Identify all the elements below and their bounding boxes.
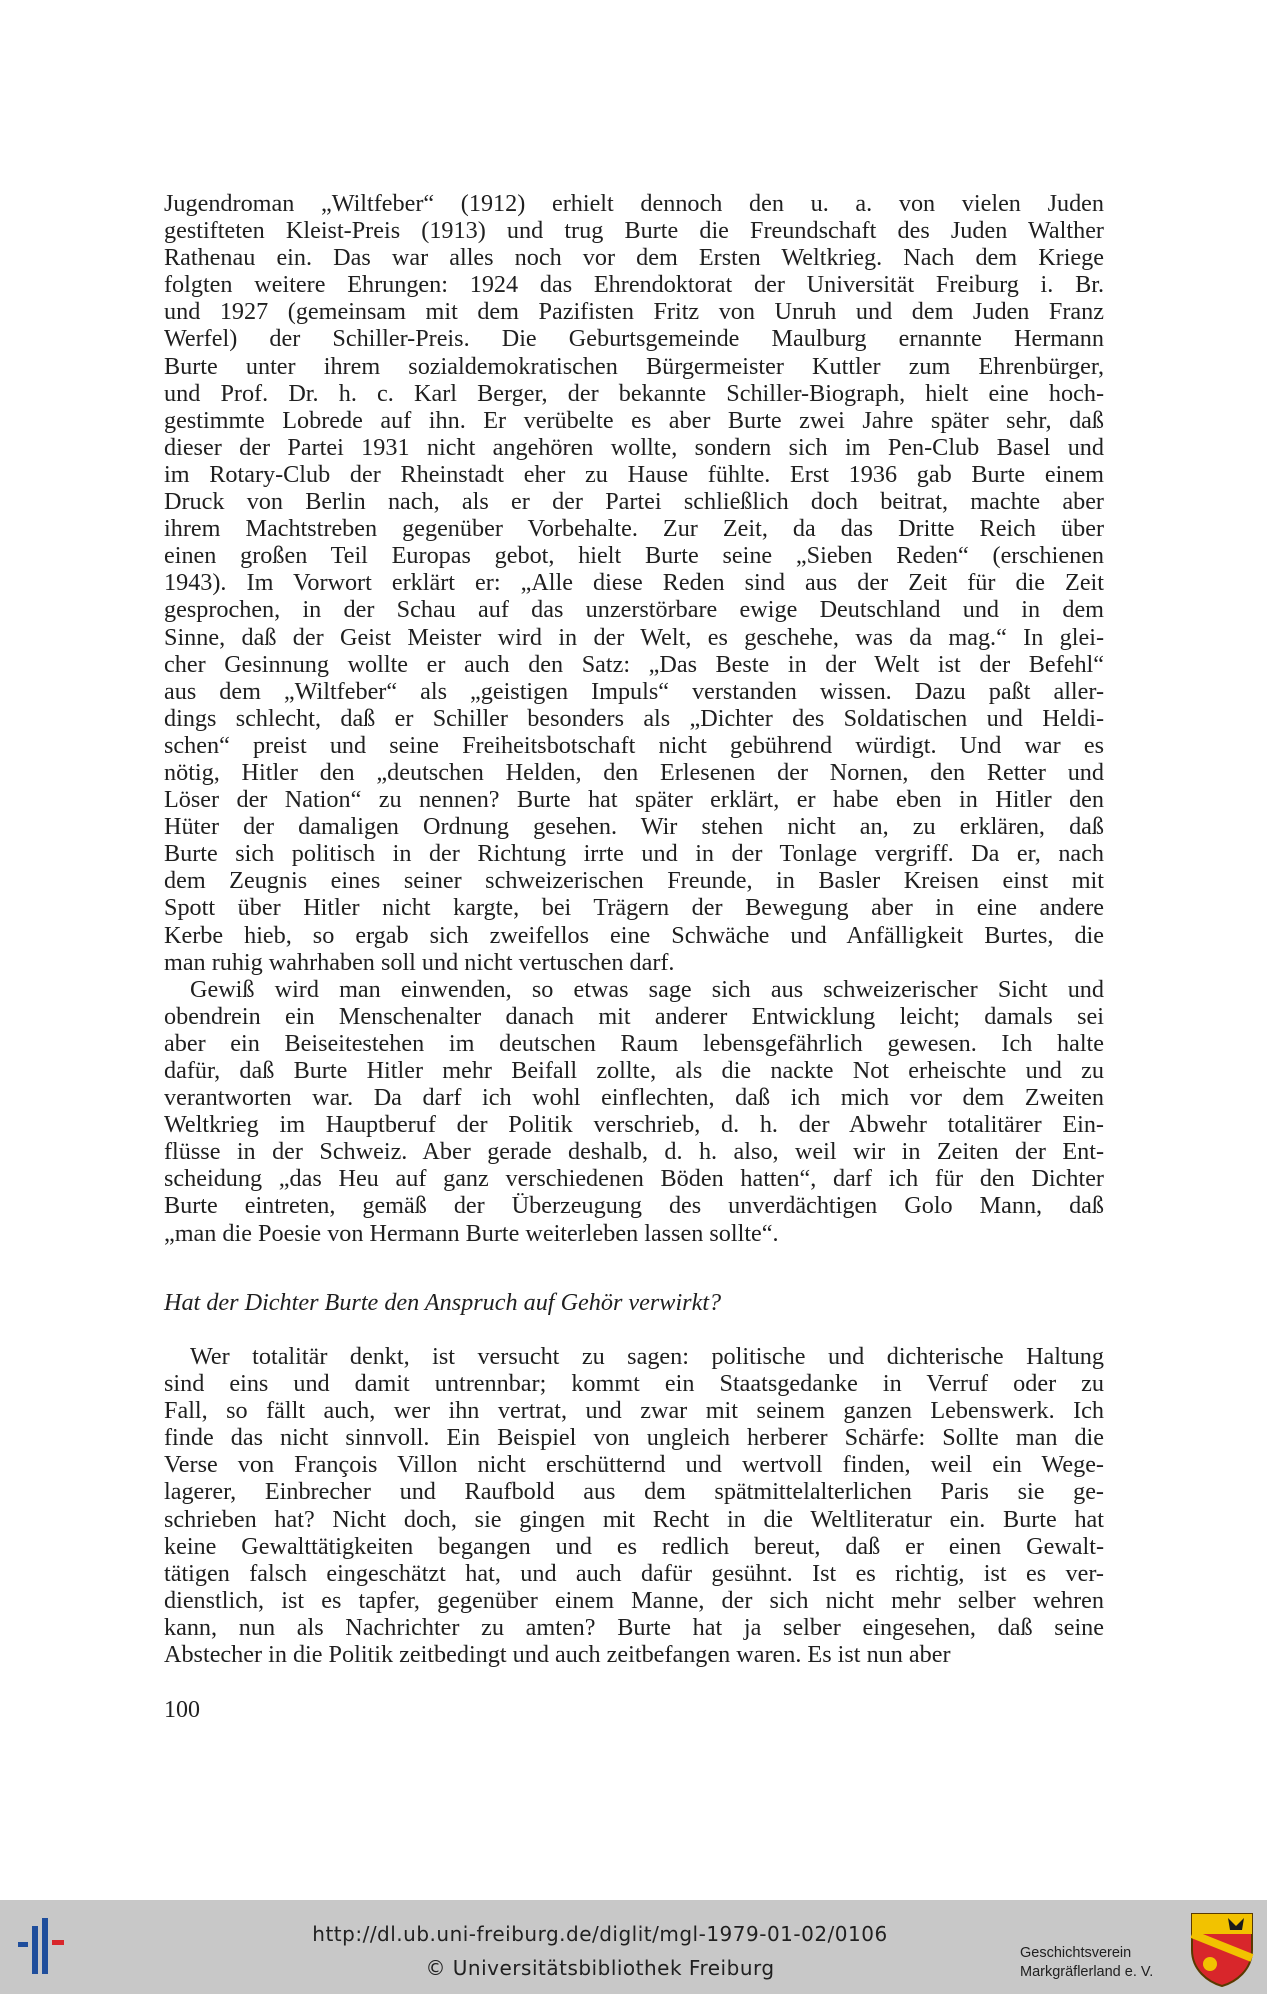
paragraph-2 (164, 976, 1104, 1247)
text-line: verantworten war. Da darf ich wohl einflechten, daß ich mich vor dem Zweiten (164, 1084, 1104, 1112)
text-line: gestifteten Kleist-Preis (1913) und trug Burte die Freundschaft des Juden Walther (164, 217, 1104, 245)
text-line: Burte eintreten, gemäß der Überzeugung des unverdächtigen Golo Mann, daß (164, 1192, 1104, 1220)
text-line: aus dem „Wiltfeber“ als „geistigen Impuls“ verstanden wissen. Dazu paßt aller- (164, 677, 1104, 705)
text-line: Hüter der damaligen Ordnung gesehen. Wir stehen nicht an, zu erklären, daß (164, 813, 1104, 841)
section-heading: Hat der Dichter Burte den Anspruch auf Gehör verwirkt? (164, 1289, 722, 1316)
text-line: Löser der Nation“ zu nennen? Burte hat später erklärt, er habe eben in Hitler den (164, 786, 1104, 814)
coat-of-arms-icon (1188, 1910, 1256, 1988)
page-number: 100 (164, 1697, 200, 1723)
text-line: finde das nicht sinnvoll. Ein Beispiel von ungleich herberer Schärfe: Sollte man die (164, 1424, 1104, 1452)
text-line: Sinne, daß der Geist Meister wird in der Welt, es geschehe, was da mag.“ In glei- (164, 623, 1104, 651)
text-line: schen“ preist und seine Freiheitsbotschaft nicht gebührend würdigt. Und war es (164, 731, 1104, 759)
text-line: keine Gewalttätigkeiten begangen und es redlich bereut, daß er einen Gewalt- (164, 1532, 1104, 1560)
text-line: aber ein Beiseitestehen im deutschen Raum lebensgefährlich gewesen. Ich halte (164, 1029, 1104, 1057)
text-line: Gewiß wird man einwenden, so etwas sage sich aus schweizerischer Sicht und (190, 975, 1104, 1003)
text-line: dings schlecht, daß er Schiller besonders als „Dichter des Soldatischen und Heldi- (164, 704, 1104, 732)
text-line: Burte sich politisch in der Richtung irrte und in der Tonlage vergriff. Da er, nach (164, 840, 1104, 868)
text-line: Kerbe hieb, so ergab sich zweifellos eine Schwäche und Anfälligkeit Burtes, die (164, 921, 1104, 949)
text-line: im Rotary-Club der Rheinstadt eher zu Hause fühlte. Erst 1936 gab Burte einem (164, 460, 1104, 488)
text-line: dafür, daß Burte Hitler mehr Beifall zollte, als die nackte Not erheischte und zu (164, 1057, 1104, 1084)
text-line: cher Gesinnung wollte er auch den Satz: „Das Beste in der Welt ist der Befehl“ (164, 650, 1104, 678)
text-line: dem Zeugnis eines seiner schweizerischen Freunde, in Basler Kreisen einst mit (164, 867, 1104, 895)
text-line: man ruhig wahrhaben soll und nicht vertuschen darf. (164, 948, 675, 976)
text-line: Werfel) der Schiller-Preis. Die Geburtsgemeinde Maulburg ernannte Hermann (164, 325, 1104, 353)
footer-bar (0, 1900, 1267, 1994)
text-line: Abstecher in die Politik zeitbedingt und auch zeitbefangen waren. Es ist nun aber (164, 1641, 951, 1669)
text-line: scheidung „das Heu auf ganz verschiedenen Böden hatten“, darf ich für den Dichter (164, 1165, 1104, 1193)
text-line: „man die Poesie von Hermann Burte weiterleben lassen sollte“. (164, 1219, 779, 1247)
text-line: Burte unter ihrem sozialdemokratischen Bürgermeister Kuttler zum Ehrenbürger, (164, 352, 1104, 380)
text-line: Spott über Hitler nicht kargte, bei Trägern der Bewegung aber in eine andere (164, 894, 1104, 922)
body-text-upper (164, 190, 1104, 1247)
text-line: dieser der Partei 1931 nicht angehören wollte, sondern sich im Pen-Club Basel und (164, 433, 1104, 461)
text-line: Rathenau ein. Das war alles noch vor dem Ersten Weltkrieg. Nach dem Kriege (164, 244, 1104, 272)
text-line: gesprochen, in der Schau auf das unzerstörbare ewige Deutschland und in dem (164, 596, 1104, 624)
text-line: Verse von François Villon nicht erschütternd und wertvoll finden, weil ein Wege- (164, 1451, 1104, 1479)
ub-freiburg-logo-icon[interactable] (10, 1912, 82, 1984)
text-line: tätigen falsch eingeschätzt hat, und auch dafür gesühnt. Ist es richtig, ist es ver- (164, 1559, 1104, 1587)
text-line: obendrein ein Menschenalter danach mit anderer Entwicklung leicht; damals sei (164, 1002, 1104, 1030)
society-line-2: Markgräflerland e. V. (1020, 1964, 1154, 1980)
text-line: ihrem Machtstreben gegenüber Vorbehalte. Zur Zeit, da das Dritte Reich über (164, 515, 1104, 543)
text-line: Weltkrieg im Hauptberuf der Politik verschrieb, d. h. der Abwehr totalitärer Ein- (164, 1111, 1104, 1139)
society-line-1: Geschichtsverein (1020, 1945, 1132, 1961)
text-line: und Prof. Dr. h. c. Karl Berger, der bekannte Schiller-Biograph, hielt eine hoch- (164, 379, 1104, 407)
text-line: einen großen Teil Europas gebot, hielt Burte seine „Sieben Reden“ (erschienen (164, 542, 1104, 570)
text-line: gestimmte Lobrede auf ihn. Er verübelte es aber Burte zwei Jahre später sehr, daß (164, 406, 1104, 434)
society-name (1020, 1944, 1190, 1982)
text-line: und 1927 (gemeinsam mit dem Pazifisten Fritz von Unruh und dem Juden Franz (164, 298, 1104, 326)
text-line: Fall, so fällt auch, wer ihn vertrat, und zwar mit seinem ganzen Lebenswerk. Ich (164, 1397, 1104, 1425)
text-line: Wer totalitär denkt, ist versucht zu sagen: politische und dichterische Haltung (190, 1343, 1104, 1370)
text-line: lagerer, Einbrecher und Raufbold aus dem spätmittelalterlichen Paris sie ge- (164, 1478, 1104, 1506)
text-line: folgten weitere Ehrungen: 1924 das Ehrendoktorat der Universität Freiburg i. Br. (164, 271, 1104, 299)
footer-url-link[interactable]: http://dl.ub.uni-freiburg.de/diglit/mgl-1979-01-02/0106 (312, 1922, 888, 1946)
text-line: schrieben hat? Nicht doch, sie gingen mit Recht in die Weltliteratur ein. Burte hat (164, 1505, 1104, 1533)
text-line: flüsse in der Schweiz. Aber gerade deshalb, d. h. also, weil wir in Zeiten der Ent- (164, 1138, 1104, 1166)
text-line: nötig, Hitler den „deutschen Helden, den Erlesenen der Nornen, den Retter und (164, 758, 1104, 786)
text-line: Jugendroman „Wiltfeber“ (1912) erhielt dennoch den u. a. von vielen Juden (164, 190, 1104, 217)
text-line: 1943). Im Vorwort erklärt er: „Alle diese Reden sind aus der Zeit für die Zeit (164, 569, 1104, 597)
footer-copyright: © Universitätsbibliothek Freiburg (425, 1956, 775, 1980)
text-line: Druck von Berlin nach, als er der Partei schließlich doch beitrat, machte aber (164, 488, 1104, 516)
text-line: sind eins und damit untrennbar; kommt ein Staatsgedanke in Verruf oder zu (164, 1370, 1104, 1398)
paragraph-1 (164, 190, 1104, 976)
body-text-lower (164, 1343, 1104, 1668)
text-line: dienstlich, ist es tapfer, gegenüber einem Manne, der sich nicht mehr selber wehren (164, 1586, 1104, 1614)
paragraph-3 (164, 1343, 1104, 1668)
text-line: kann, nun als Nachrichter zu amten? Burte hat ja selber eingesehen, daß seine (164, 1613, 1104, 1641)
